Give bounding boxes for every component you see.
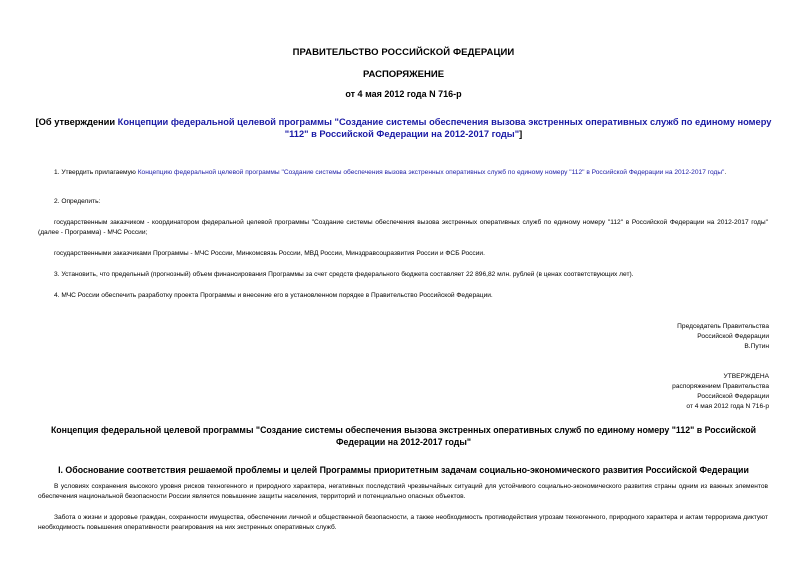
item-2b: государственными заказчиками Программы - МЧС России, Минкомсвязь России, МВД России, Минздравсоцразвития России и ФСБ России. (54, 250, 485, 257)
item-1-suffix: . (724, 169, 727, 176)
item-1-prefix: 1. Утвердить прилагаемую (54, 169, 138, 176)
title-suffix: ] (519, 129, 523, 139)
approval-line-2: распоряжением Правительства (672, 383, 769, 390)
approval-block (672, 372, 769, 412)
item-4: 4. МЧС России обеспечить разработку проекта Программы и внесение его в установленном порядке в Правительство Российской Федерации. (54, 292, 493, 299)
date-heading: от 4 мая 2012 года N 716-р (345, 89, 462, 99)
signature-name: В.Путин (744, 343, 769, 350)
approval-line-1: УТВЕРЖДЕНА (723, 373, 769, 380)
item-1-concept-link[interactable]: Концепцию федеральной целевой программы "Создание системы обеспечения вызова экстренных оперативных служб по единому номеру "112" в Российской Федерации на 2012-2017 годы" (137, 169, 725, 176)
concept-title: Концепция федеральной целевой программы "Создание системы обеспечения вызова экстренных оперативных служб по единому номеру "112" в Российской Федерации на 2012-2017 годы" (50, 425, 757, 447)
title-prefix: [Об утверждении (35, 117, 118, 127)
government-heading: ПРАВИТЕЛЬСТВО РОССИЙСКОЙ ФЕДЕРАЦИИ (292, 47, 515, 58)
concept-paragraph-1: В условиях сохранения высокого уровня рисков техногенного и природного характера, негативных последствий чрезвычайных ситуаций для устойчивого социально-экономического развития страны одним из важных элементов обеспечения национальной безопасности России является повышение защиты населения, территорий и потенциально опасных объектов. (38, 483, 768, 500)
item-2a: государственным заказчиком - координатором федеральной целевой программы "Создание системы обеспечения вызова экстренных оперативных служб по единому номеру "112" в Российской Федерации на 2012-2017 годы" (далее - Программа) - МЧС России; (38, 219, 768, 236)
approval-line-4: от 4 мая 2012 года N 716-р (686, 403, 769, 410)
section-1-heading: I. Обоснование соответствия решаемой проблемы и целей Программы приоритетным задачам социально-экономического развития Российской Федерации (58, 465, 749, 475)
concept-paragraph-2: Забота о жизни и здоровье граждан, сохранности имущества, обеспечении личной и общественной безопасности, а также необходимость противодействия угрозам техногенного, природного характера и актам терроризма диктуют необходимость повышения оперативности реагирования на них экстренных оперативных служб. (38, 514, 768, 531)
item-1 (38, 168, 768, 178)
signature-line-2: Российской Федерации (697, 333, 769, 340)
signature-line-1: Председатель Правительства (677, 323, 769, 330)
document-title (30, 116, 777, 140)
doc-type-heading: РАСПОРЯЖЕНИЕ (362, 69, 445, 80)
signature-block (677, 322, 769, 352)
item-3: 3. Установить, что предельный (прогнозный) объем финансирования Программы за счет средств федерального бюджета составляет 22 896,82 млн. рублей (в ценах соответствующих лет). (54, 271, 634, 278)
title-concept-link[interactable]: Концепции федеральной целевой программы "Создание системы обеспечения вызова экстренных оперативных служб по единому номеру "112" в Российской Федерации на 2012-2017 годы" (117, 117, 772, 139)
item-2: 2. Определить: (54, 198, 101, 205)
approval-line-3: Российской Федерации (697, 393, 769, 400)
